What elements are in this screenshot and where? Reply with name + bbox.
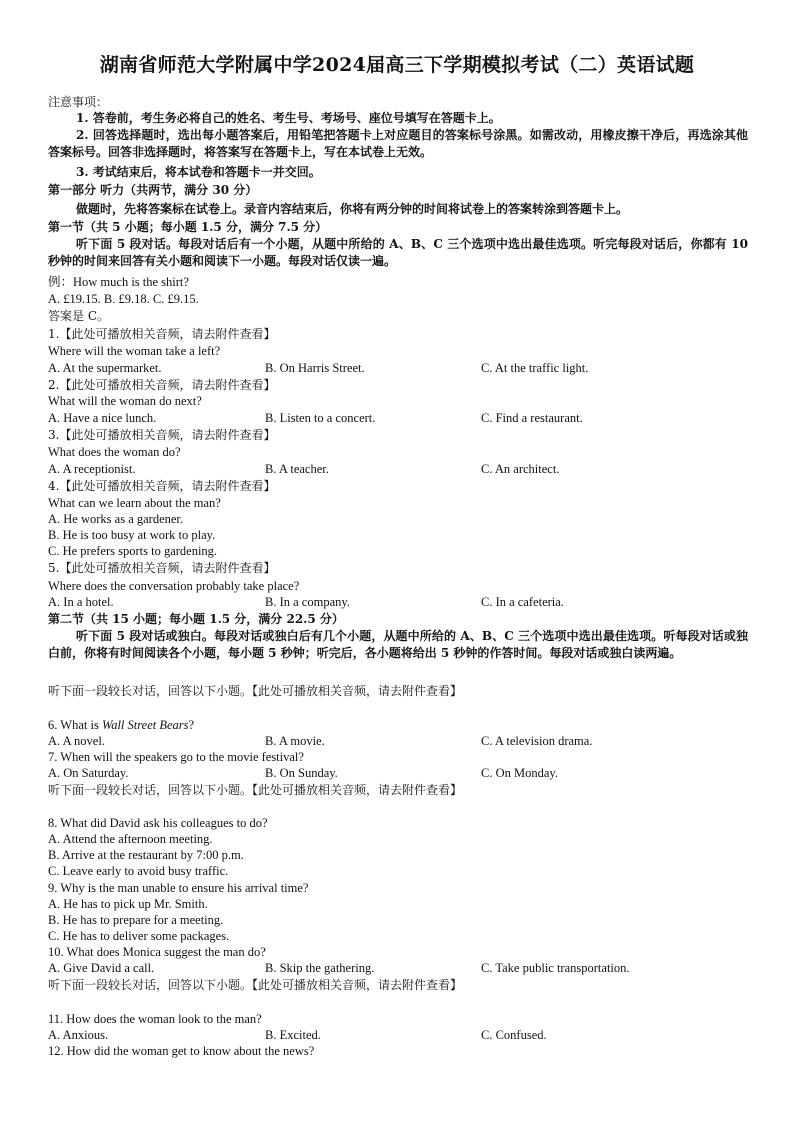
section1-header: 第一节（共 5 小题；每小题 1.5 分，满分 7.5 分）	[48, 220, 328, 234]
q9-option-a: A. He has to pick up Mr. Smith.	[48, 897, 208, 911]
q11-option-c: C. Confused.	[481, 1028, 547, 1042]
q2-option-c: C. Find a restaurant.	[481, 411, 583, 425]
q2-option-b: B. Listen to a concert.	[265, 411, 376, 425]
example-answer: 答案是 C。	[48, 309, 109, 323]
part1-header: 第一部分 听力（共两节，满分 30 分）	[48, 183, 258, 197]
q6-option-a: A. A novel.	[48, 734, 105, 748]
question-9: 9. Why is the man unable to ensure his arrival time?	[48, 881, 309, 895]
note-2: 2. 回答选择题时，选出每小题答案后，用铅笔把答题卡上对应题目的答案标号涂黑。如需改动，用橡皮擦干净后，再选涂其他答案标号。回答非选择题时，将答案写在答题卡上，写在本试卷上无效。	[48, 128, 748, 159]
q10-option-a: A. Give David a call.	[48, 961, 155, 975]
audio-link-q1[interactable]: 1.【此处可播放相关音频，请去附件查看】	[48, 327, 276, 341]
q1-option-c: C. At the traffic light.	[481, 361, 589, 375]
q3-option-b: B. A teacher.	[265, 462, 329, 476]
audio-link-q2[interactable]: 2.【此处可播放相关音频，请去附件查看】	[48, 378, 276, 392]
q9-option-b: B. He has to prepare for a meeting.	[48, 913, 224, 927]
part1-intro: 做题时，先将答案标在试卷上。录音内容结束后，你将有两分钟的时间将试卷上的答案转涂到答题卡上。	[76, 202, 629, 216]
example-options: A. £19.15. B. £9.18. C. £9.15.	[48, 292, 199, 306]
long-dialog-3[interactable]: 听下面一段较长对话，回答以下小题。【此处可播放相关音频，请去附件查看】	[48, 978, 463, 992]
movie-title: Wall Street Bears	[101, 718, 189, 732]
question-2: What will the woman do next?	[48, 394, 202, 408]
q10-option-c: C. Take public transportation.	[481, 961, 630, 975]
notes-header: 注意事项：	[48, 95, 109, 109]
q6-option-b: B. A movie.	[265, 734, 325, 748]
note-1: 1. 答卷前，考生务必将自己的姓名、考生号、考场号、座位号填写在答题卡上。	[76, 111, 501, 125]
question-8: 8. What did David ask his colleagues to do?	[48, 816, 268, 830]
note-3: 3. 考试结束后，将本试卷和答题卡一并交回。	[76, 165, 321, 179]
q6-option-c: C. A television drama.	[481, 734, 593, 748]
q8-option-c: C. Leave early to avoid busy traffic.	[48, 864, 229, 878]
q7-option-c: C. On Monday.	[481, 766, 558, 780]
question-7: 7. When will the speakers go to the movie festival?	[48, 750, 304, 764]
q1-option-a: A. At the supermarket.	[48, 361, 162, 375]
q10-option-b: B. Skip the gathering.	[265, 961, 375, 975]
question-12: 12. How did the woman get to know about the news?	[48, 1044, 315, 1058]
q8-option-a: A. Attend the afternoon meeting.	[48, 832, 213, 846]
q5-option-a: A. In a hotel.	[48, 595, 114, 609]
question-11: 11. How does the woman look to the man?	[48, 1012, 262, 1026]
q2-option-a: A. Have a nice lunch.	[48, 411, 157, 425]
page-title: 湖南省师范大学附属中学2024届高三下学期模拟考试（二）英语试题	[99, 54, 695, 76]
question-5: Where does the conversation probably take place?	[48, 579, 300, 593]
example-question: 例：How much is the shirt?	[48, 275, 189, 289]
section2-intro: 听下面 5 段对话或独白。每段对话或独白后有几个小题，从题中所给的 A、B、C 三个选项中选出最佳选项。听每段对话或独白前，你将有时间阅读各个小题，每小题 5 秒钟；听完后，各小题将给出 5 秒钟的作答时间。每段对话或独白读两遍。	[48, 629, 748, 660]
q3-option-a: A. A receptionist.	[48, 462, 136, 476]
question-10: 10. What does Monica suggest the man do?	[48, 945, 266, 959]
audio-link-q3[interactable]: 3.【此处可播放相关音频，请去附件查看】	[48, 428, 276, 442]
q4-option-a: A. He works as a gardener.	[48, 512, 184, 526]
section2-header: 第二节（共 15 小题；每小题 1.5 分，满分 22.5 分）	[48, 612, 344, 626]
q7-option-a: A. On Saturday.	[48, 766, 129, 780]
question-3: What does the woman do?	[48, 445, 181, 459]
q3-option-c: C. An architect.	[481, 462, 560, 476]
q5-option-b: B. In a company.	[265, 595, 350, 609]
q9-option-c: C. He has to deliver some packages.	[48, 929, 230, 943]
question-1: Where will the woman take a left?	[48, 344, 221, 358]
audio-link-q5[interactable]: 5.【此处可播放相关音频，请去附件查看】	[48, 561, 276, 575]
long-dialog-1[interactable]: 听下面一段较长对话，回答以下小题。【此处可播放相关音频，请去附件查看】	[48, 684, 463, 698]
q8-option-b: B. Arrive at the restaurant by 7:00 p.m.	[48, 848, 244, 862]
q1-option-b: B. On Harris Street.	[265, 361, 365, 375]
q4-option-c: C. He prefers sports to gardening.	[48, 544, 218, 558]
q4-option-b: B. He is too busy at work to play.	[48, 528, 216, 542]
audio-link-q4[interactable]: 4.【此处可播放相关音频，请去附件查看】	[48, 479, 276, 493]
q11-option-a: A. Anxious.	[48, 1028, 109, 1042]
question-4: What can we learn about the man?	[48, 496, 221, 510]
q5-option-c: C. In a cafeteria.	[481, 595, 564, 609]
q7-option-b: B. On Sunday.	[265, 766, 338, 780]
section1-intro: 听下面 5 段对话。每段对话后有一个小题，从题中所给的 A、B、C 三个选项中选出最佳选项。听完每段对话后，你都有 10 秒钟的时间来回答有关小题和阅读下一小题。每段对话仅读一遍。	[48, 237, 748, 268]
q11-option-b: B. Excited.	[265, 1028, 321, 1042]
question-6: 6. What is Wall Street Bears?	[48, 718, 195, 732]
long-dialog-2[interactable]: 听下面一段较长对话，回答以下小题。【此处可播放相关音频，请去附件查看】	[48, 783, 463, 797]
